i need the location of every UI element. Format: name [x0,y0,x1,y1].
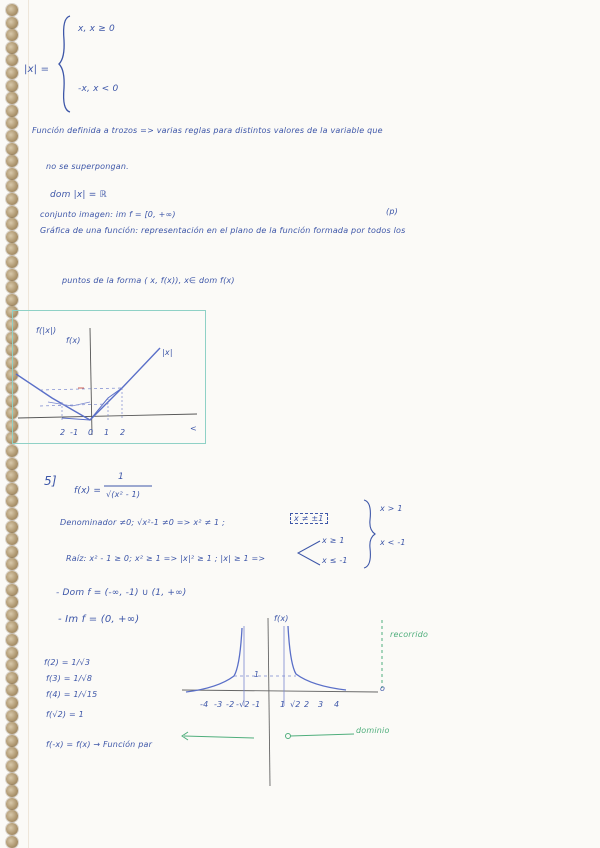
graph1-tick-4: 2 [120,428,126,437]
abs-lhs: |x| = [24,64,50,75]
ex5-branch-down: x ≤ -1 [322,556,348,565]
spiral-ring [6,621,18,633]
graph1-tick-2: 0 [88,428,94,437]
graph2-tick-right-2: 2 [304,700,310,709]
abs-case2: -x, x < 0 [78,84,119,94]
spiral-ring [6,785,18,797]
abs-brace [58,14,72,114]
spiral-ring [6,269,18,281]
spiral-ring [6,256,18,268]
spiral-ring [6,546,18,558]
spiral-ring [6,760,18,772]
spiral-ring [6,508,18,520]
spiral-ring [6,470,18,482]
spiral-ring [6,836,18,848]
graph1-ylabel-inner: f(x) [66,336,81,345]
spiral-ring [6,647,18,659]
ex5-fraction-bar [104,484,154,488]
spiral-ring [6,773,18,785]
domain-text: dom |x| = ℝ [50,190,107,200]
ex5-right-brace [362,498,376,570]
ex5-value-1: f(3) = 1/√8 [46,674,93,683]
graph1-ylabel-outer: f(|x|) [36,326,57,335]
spiral-ring [6,155,18,167]
graph1-tick-1: -1 [70,428,79,437]
spiral-ring [6,823,18,835]
spiral-ring [6,29,18,41]
spiral-ring [6,218,18,230]
spiral-ring [6,42,18,54]
graph2-tick-right-1: √2 [290,700,301,709]
graph2-recorrido: recorrido [390,630,429,639]
spiral-ring [6,180,18,192]
ex5-func-den: √(x² - 1) [106,490,141,499]
graph2-tick-left-3: -√2 [236,700,250,709]
ex5-value-2: f(4) = 1/√15 [46,690,98,699]
spiral-ring [6,495,18,507]
ex5-im: - Im f = (0, +∞) [58,614,140,625]
spiral-ring [6,445,18,457]
spiral-ring [6,458,18,470]
ex5-value-3: f(√2) = 1 [46,710,84,719]
graph2-tick-right-0: 1 [280,700,286,709]
graph2-dominio: dominio [356,726,390,735]
ex5-right-down: x < -1 [380,538,406,547]
spiral-ring [6,735,18,747]
graph2-tick-left-2: -2 [226,700,235,709]
ex5-value-4: f(-x) = f(x) → Función par [46,740,153,749]
ex5-branch-up: x ≥ 1 [322,536,345,545]
spiral-ring [6,483,18,495]
spiral-ring [6,810,18,822]
graph2-tick-right-4: 4 [334,700,340,709]
piecewise-line1: Función definida a trozos => varias reglas para distintos valores de la variable que [32,126,383,135]
graph2-tick-left-0: -4 [200,700,209,709]
ex5-branch [296,538,322,568]
graph1-tick-3: 1 [104,428,110,437]
image-text: conjunto imagen: im f = [0, +∞) [40,210,176,219]
spiral-ring [6,105,18,117]
spiral-ring [6,558,18,570]
ex5-number: 5] [44,474,57,488]
spiral-ring [6,521,18,533]
graph2-tick-left-1: -3 [214,700,223,709]
graph2-ylabel: f(x) [274,614,289,623]
spiral-ring [6,596,18,608]
graph2-tick-right-3: 3 [318,700,324,709]
ex5-dom: - Dom f = (-∞, -1) ∪ (1, +∞) [56,588,187,598]
spiral-ring [6,243,18,255]
spiral-ring [6,533,18,545]
spiral-ring [6,117,18,129]
spiral-ring [6,281,18,293]
spiral-ring [6,168,18,180]
p-note: (p) [386,207,398,216]
spiral-ring [6,206,18,218]
spiral-ring [6,697,18,709]
graph-def-line2: puntos de la forma ( x, f(x)), x∈ dom f(x) [62,276,235,285]
spiral-ring [6,634,18,646]
spiral-ring [6,143,18,155]
graph1-tick-0: 2 [60,428,66,437]
spiral-ring [6,294,18,306]
spiral-ring [6,798,18,810]
abs-case1: x, x ≥ 0 [78,24,115,34]
piecewise-line2: no se superpongan. [46,162,129,171]
spiral-ring [6,571,18,583]
ex5-func-lhs: f(x) = [74,486,102,496]
spiral-ring [6,130,18,142]
spiral-ring [6,231,18,243]
ex5-root: Raíz: x² - 1 ≥ 0; x² ≥ 1 => |x|² ≥ 1 ; |x| ≥ 1 => [66,554,266,563]
spiral-ring [6,17,18,29]
spiral-ring [6,609,18,621]
spiral-ring [6,672,18,684]
graph2-tick-left-4: -1 [252,700,261,709]
ex5-denominator: Denominador ≠0; √x²-1 ≠0 => x² ≠ 1 ; [60,518,225,527]
spiral-ring [6,722,18,734]
spiral-ring [6,193,18,205]
spiral-ring [6,92,18,104]
spiral-ring [6,659,18,671]
ex5-value-0: f(2) = 1/√3 [44,658,91,667]
ex5-right-up: x > 1 [380,504,403,513]
ex5-func-num: 1 [118,472,124,482]
graph1-arrow-label: < [190,424,197,433]
ex5-denominator-box: x ≠ ±1 [290,513,328,524]
spiral-ring [6,747,18,759]
graph2-right-mark: o [380,684,386,693]
spiral-ring [6,4,18,16]
spiral-ring [6,54,18,66]
spiral-ring [6,584,18,596]
spiral-ring [6,67,18,79]
graph2-y-tick: 1 [254,670,260,679]
spiral-ring [6,80,18,92]
graph-def-line1: Gráfica de una función: representación en el plano de la función formada por todos los [40,226,406,235]
spiral-ring [6,710,18,722]
spiral-ring [6,684,18,696]
graph1-curve-label: |x| [162,348,173,357]
